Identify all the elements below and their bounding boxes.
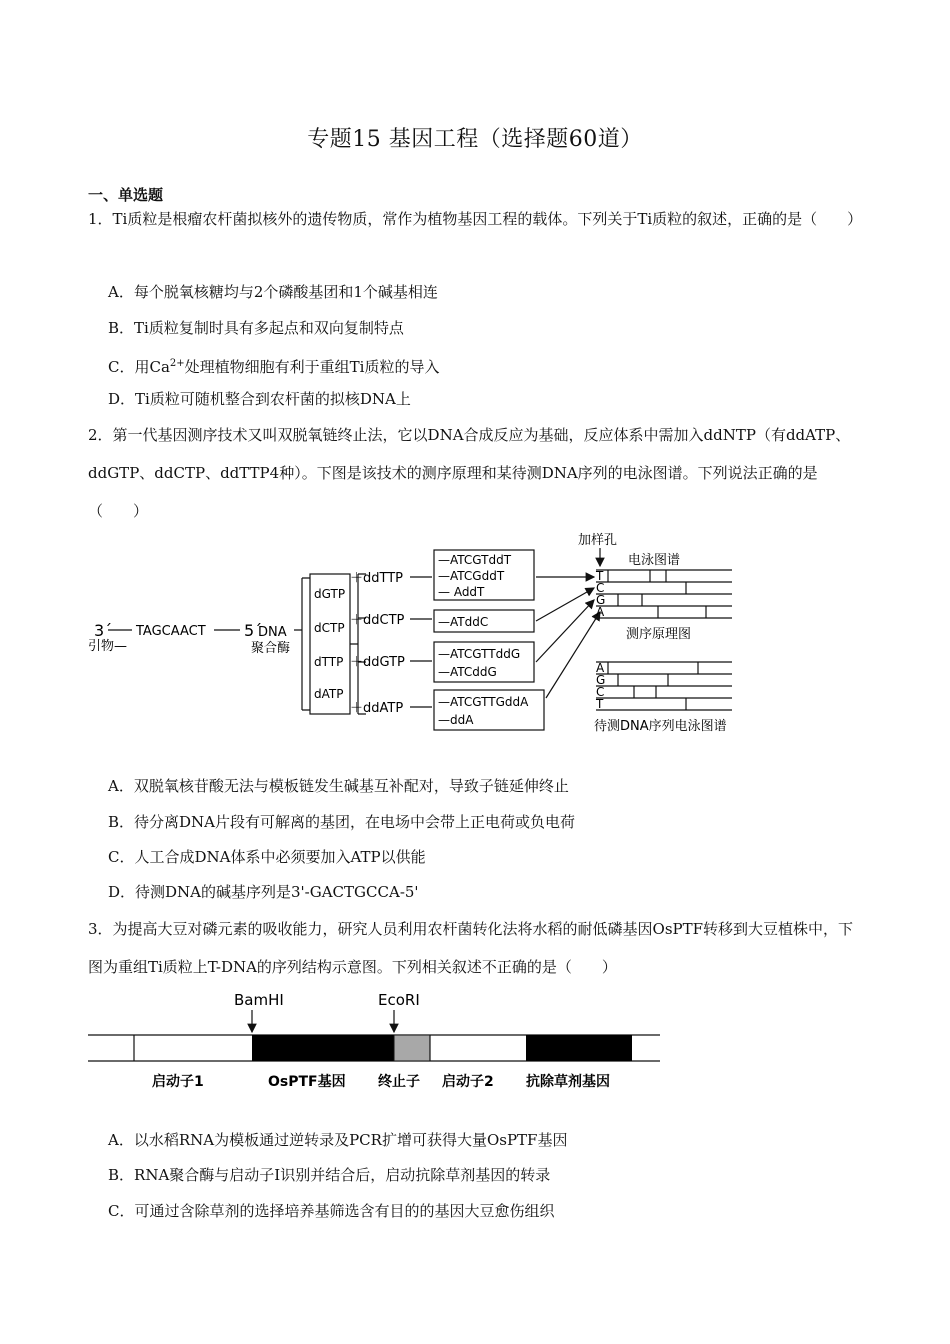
sequencing-diagram (88, 528, 768, 742)
question-2-stem: 2．第一代基因测序技术又叫双脱氧链终止法，它以DNA合成反应为基础，反应体系中需加入ddNTP（有ddATP、ddGTP、ddCTP、ddTTP4种）。下图是该技术的测序原理和某待测DNA序列的电泳图谱。下列说法正确的是（ ） (88, 426, 851, 520)
q2-option-d[interactable]: D．待测DNA的碱基序列是3'-GACTGCCA-5' (108, 883, 419, 901)
reagent-ddttp: ＋ddTTP (350, 571, 403, 586)
primer-5-end: 5´ (244, 621, 263, 640)
segment-promoter-1: 启动子1 (152, 1074, 204, 1090)
primer-3-end: 3´ (94, 621, 113, 640)
product-a-1: —ATCGTTGddA (438, 695, 529, 709)
lane-top-c: C (596, 581, 605, 595)
bamhi-label: BamHI (234, 991, 284, 1009)
q1-option-b[interactable]: B．Ti质粒复制时具有多起点和双向复制特点 (108, 319, 404, 337)
segment-terminator: 终止子 (378, 1074, 420, 1090)
primer-label: 引物— (88, 639, 128, 654)
q1-option-c-pre: C．用Ca (108, 358, 170, 376)
product-t-2: —ATCGddT (438, 569, 505, 583)
lane-bottom-t: T (596, 697, 604, 711)
well-label: 加样孔 (578, 533, 618, 548)
document-title: 专题15 基因工程（选择题60道） (307, 127, 643, 152)
product-g-2: —ATCddG (438, 665, 497, 679)
product-t-3: — AddT (438, 585, 485, 599)
gel-label: 电泳图谱 (628, 553, 681, 568)
q3-option-c[interactable]: C．可通过含除草剂的选择培养基筛选含有目的的基因大豆愈伤组织 (108, 1202, 555, 1220)
ecori-label: EcoRI (378, 991, 420, 1009)
section-heading: 一、单选题 (88, 186, 164, 204)
box-item-dttp: dTTP (314, 655, 344, 669)
q1-option-c-sup: 2+ (169, 358, 185, 369)
reagent-ddatp: ＋ddATP (350, 701, 404, 716)
q2-option-a[interactable]: A．双脱氧核苷酸无法与模板链发生碱基互补配对，导致子链延伸终止 (108, 777, 569, 795)
q3-option-b[interactable]: B．RNA聚合酶与启动子I识别并结合后，启动抗除草剂基因的转录 (108, 1166, 551, 1184)
segment-promoter-2: 启动子2 (442, 1074, 494, 1090)
q1-option-c-post: 处理植物细胞有利于重组Ti质粒的导入 (184, 358, 440, 376)
lane-bottom-g: G (596, 673, 606, 687)
segment-osptf-gene: OsPTF基因 (268, 1074, 346, 1090)
question-1-stem: 1．Ti质粒是根瘤农杆菌拟核外的遗传物质，常作为植物基因工程的载体。下列关于Ti质粒的叙述，正确的是（ ） (88, 210, 863, 228)
bottom-gel-label: 待测DNA序列电泳图谱 (594, 719, 727, 734)
q1-option-c[interactable] (108, 352, 439, 379)
lane-top-g: G (596, 593, 606, 607)
q2-option-c[interactable]: C．人工合成DNA体系中必须要加入ATP以供能 (108, 848, 426, 866)
tdna-diagram (88, 990, 668, 1100)
q1-option-a[interactable]: A．每个脱氧核糖均与2个磷酸基团和1个碱基相连 (108, 283, 438, 301)
question-3-stem: 3．为提高大豆对磷元素的吸收能力，研究人员利用农杆菌转化法将水稻的耐低磷基因OsPTF转移到大豆植株中，下图为重组Ti质粒上T-DNA的序列结构示意图。下列相关叙述不正确的是（ ） (88, 920, 854, 976)
lane-top-a: A (596, 605, 605, 619)
product-c-1: —ATddC (438, 615, 489, 629)
product-t-1: —ATCGTddT (438, 553, 512, 567)
principle-label: 测序原理图 (626, 627, 692, 642)
reagent-ddctp: ＋ddCTP (350, 613, 405, 628)
product-a-2: —ddA (438, 713, 474, 727)
lane-top-t: T (596, 569, 604, 583)
lane-bottom-a: A (596, 661, 605, 675)
polymerase-label: 聚合酶 (251, 641, 291, 656)
lane-bottom-c: C (596, 685, 605, 699)
product-g-1: —ATCGTTddG (438, 647, 521, 661)
q2-option-b[interactable]: B．待分离DNA片段有可解离的基团，在电场中会带上正电荷或负电荷 (108, 813, 576, 831)
primer-sequence: TAGCAACT (136, 624, 206, 639)
segment-herbicide-gene: 抗除草剂基因 (526, 1074, 610, 1090)
box-item-datp: dATP (314, 687, 344, 701)
q1-option-d[interactable]: D．Ti质粒可随机整合到农杆菌的拟核DNA上 (108, 390, 411, 408)
reagent-ddgtp: ＋ddGTP (350, 655, 405, 670)
dna-label: DNA (258, 625, 287, 640)
box-item-dctp: dCTP (314, 621, 345, 635)
box-item-dgtp: dGTP (314, 587, 346, 601)
q3-option-a[interactable]: A．以水稻RNA为模板通过逆转录及PCR扩增可获得大量OsPTF基因 (108, 1131, 568, 1149)
